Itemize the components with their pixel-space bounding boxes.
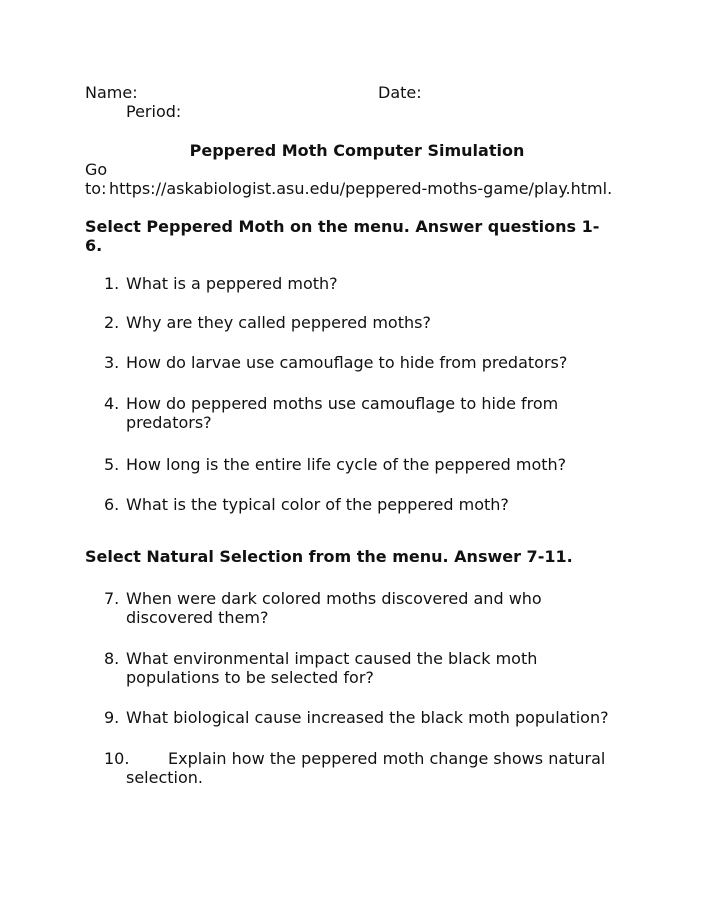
go-to-label-line2: to:: [85, 179, 107, 198]
period-label: Period:: [126, 102, 182, 121]
question-text: What environmental impact caused the black moth: [126, 649, 538, 668]
question-number: 8.: [104, 649, 120, 668]
question-text-continuation: discovered them?: [126, 608, 269, 627]
page-title: Peppered Moth Computer Simulation: [189, 141, 525, 160]
go-to-label-line1: Go: [85, 160, 108, 179]
question-text: Explain how the peppered moth change shows natural: [168, 749, 606, 768]
section1-heading-line2: 6.: [85, 236, 103, 255]
question-text: When were dark colored moths discovered and who: [126, 589, 542, 608]
section1-heading-line1: Select Peppered Moth on the menu. Answer questions 1-: [85, 217, 600, 236]
simulation-url-link[interactable]: https://askabiologist.asu.edu/peppered-moths-game/play.html.: [109, 179, 613, 198]
question-number: 4.: [104, 394, 120, 413]
question-text: How long is the entire life cycle of the peppered moth?: [126, 455, 567, 474]
question-number: 3.: [104, 353, 120, 372]
question-number: 1.: [104, 274, 120, 293]
date-label: Date:: [378, 83, 422, 102]
question-number: 10.: [104, 749, 130, 768]
question-number: 6.: [104, 495, 120, 514]
question-number: 2.: [104, 313, 120, 332]
question-text: Why are they called peppered moths?: [126, 313, 431, 332]
question-text: How do larvae use camouflage to hide from predators?: [126, 353, 568, 372]
name-label: Name:: [85, 83, 138, 102]
question-number: 5.: [104, 455, 120, 474]
question-text-continuation: selection.: [126, 768, 203, 787]
question-text: What biological cause increased the black moth population?: [126, 708, 609, 727]
question-text: How do peppered moths use camouflage to hide from: [126, 394, 559, 413]
section2-heading: Select Natural Selection from the menu. Answer 7-11.: [85, 547, 573, 566]
question-text-continuation: populations to be selected for?: [126, 668, 374, 687]
question-text: What is the typical color of the peppered moth?: [126, 495, 509, 514]
question-text: What is a peppered moth?: [126, 274, 338, 293]
question-number: 9.: [104, 708, 120, 727]
question-number: 7.: [104, 589, 120, 608]
question-text-continuation: predators?: [126, 413, 212, 432]
